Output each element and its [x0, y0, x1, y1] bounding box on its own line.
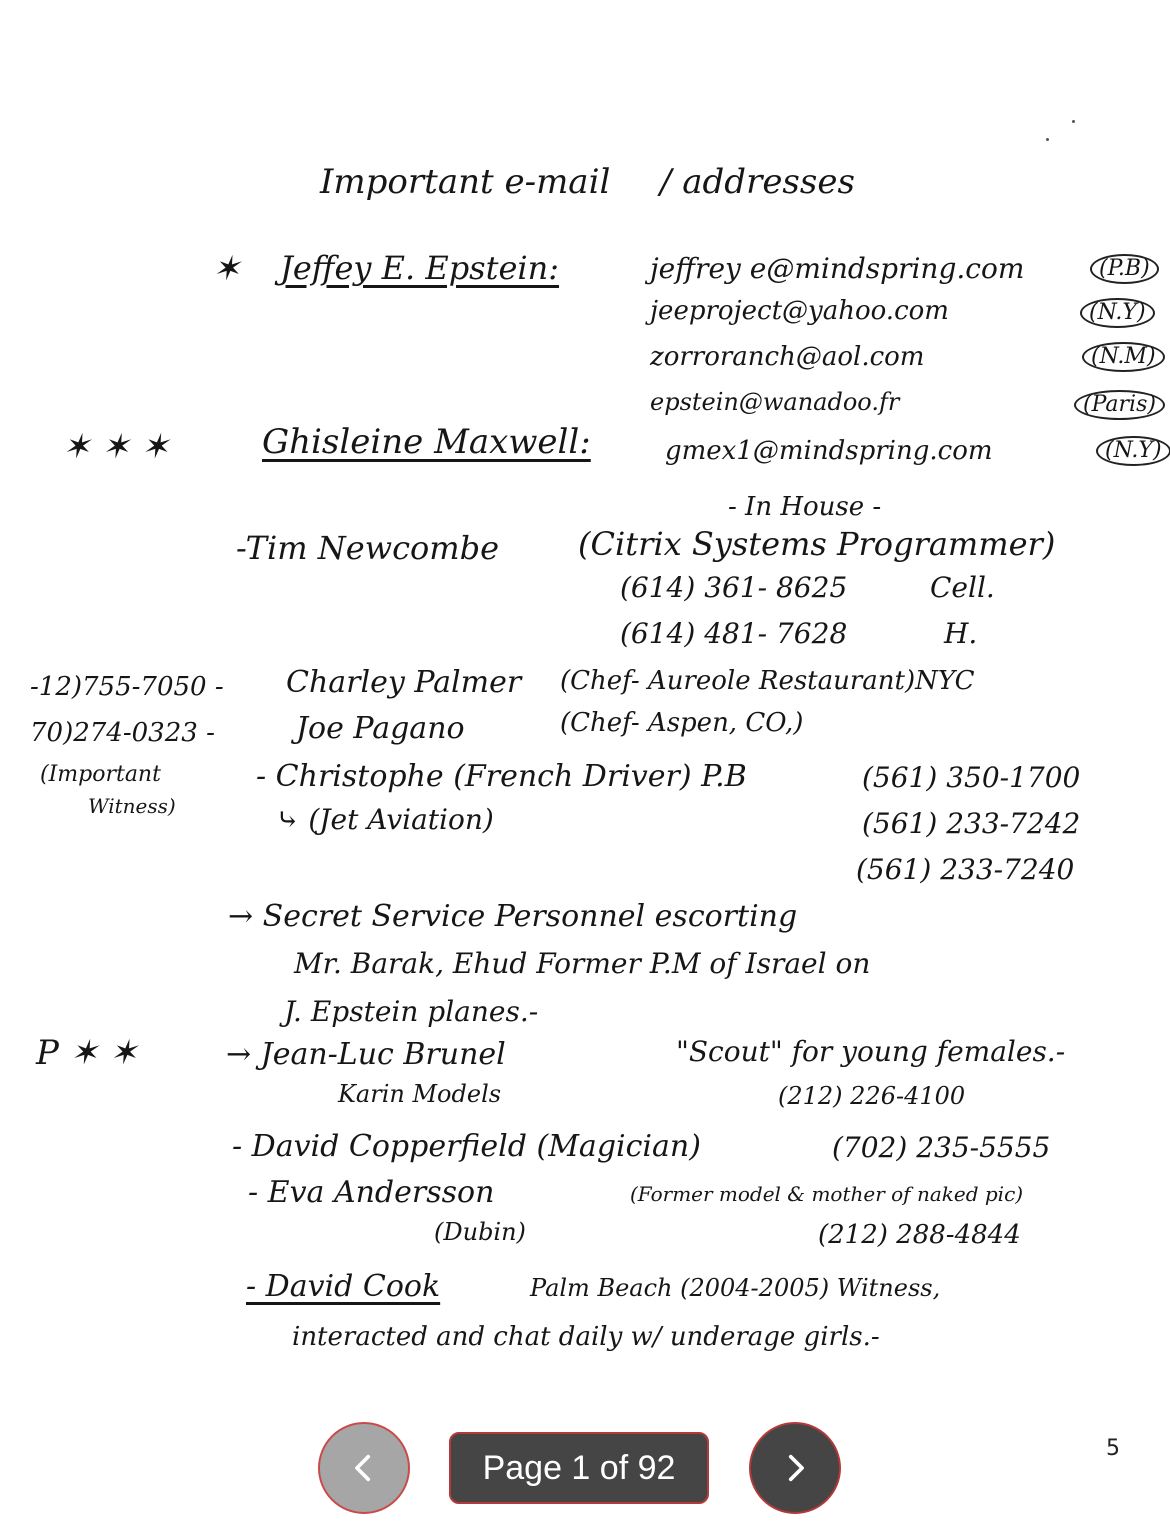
pagano-name: Joe Pagano [296, 711, 465, 746]
in-house-label: - In House - [728, 492, 882, 522]
page-indicator [449, 1432, 709, 1504]
jet-aviation: ⤷ (Jet Aviation) [276, 803, 494, 836]
chevron-left-icon [347, 1451, 381, 1485]
scan-speck [1046, 138, 1049, 141]
copperfield-name: - David Copperfield (Magician) [232, 1129, 701, 1164]
newcombe-phone-1-type: Cell. [930, 571, 995, 604]
epstein-loc-3: (N.M) [1082, 342, 1165, 372]
pagano-role: (Chef- Aspen, CO,) [560, 708, 804, 738]
palmer-role: (Chef- Aureole Restaurant)NYC [560, 666, 975, 696]
palmer-name: Charley Palmer [286, 665, 522, 700]
maxwell-loc: (N.Y) [1096, 436, 1170, 466]
newcombe-role: (Citrix Systems Programmer) [578, 525, 1056, 563]
brunel-role: "Scout" for young females.- [676, 1035, 1066, 1068]
epstein-loc-2: (N.Y) [1080, 298, 1155, 328]
brunel-phone: (212) 226-4100 [778, 1082, 966, 1110]
brunel-agency: Karin Models [338, 1080, 502, 1108]
important-witness-note-2: Witness) [88, 794, 176, 818]
palmer-phone: -12)755-7050 - [30, 672, 224, 702]
brunel-marker: P ✶ ✶ [36, 1033, 138, 1073]
cook-line-2: interacted and chat daily w/ underage girls.- [292, 1322, 880, 1352]
andersson-phone: (212) 288-4844 [818, 1220, 1021, 1250]
star-marker: ✶ [212, 249, 241, 289]
previous-page-button[interactable] [318, 1422, 410, 1514]
maxwell-name: Ghisleine Maxwell: [262, 422, 591, 462]
christophe-phone-2: (561) 233-7242 [862, 807, 1081, 840]
maxwell-email: gmex1@mindspring.com [665, 436, 993, 466]
newcombe-phone-2: (614) 481- 7628 [620, 617, 848, 650]
chevron-right-icon [778, 1451, 812, 1485]
brunel-name: → Jean-Luc Brunel [226, 1037, 506, 1072]
newcombe-phone-2-type: H. [944, 617, 978, 650]
epstein-name: Jeffey E. Epstein: [280, 249, 560, 287]
epstein-email-2: jeeproject@yahoo.com [650, 296, 949, 326]
newcombe-name: -Tim Newcombe [236, 529, 500, 567]
title-important-email: Important e-mail [320, 162, 611, 202]
next-page-button[interactable] [749, 1422, 841, 1514]
christophe-name: - Christophe (French Driver) P.B [256, 759, 747, 794]
pagano-phone: 70)274-0323 - [30, 718, 215, 748]
andersson-role: (Former model & mother of naked pic) [630, 1182, 1024, 1206]
epstein-email-3: zorroranch@aol.com [650, 342, 925, 372]
stars-marker: ✶ ✶ ✶ [62, 427, 170, 467]
andersson-city: (Dubin) [434, 1218, 526, 1246]
secret-service-line-2: Mr. Barak, Ehud Former P.M of Israel on [294, 947, 871, 980]
title-addresses: / addresses [660, 162, 855, 202]
christophe-phone-3: (561) 233-7240 [856, 853, 1075, 886]
newcombe-phone-1: (614) 361- 8625 [620, 571, 848, 604]
secret-service-line-1: → Secret Service Personnel escorting [228, 899, 798, 934]
epstein-loc-4: (Paris) [1074, 390, 1165, 420]
epstein-loc-1: (P.B) [1090, 254, 1159, 284]
christophe-phone-1: (561) 350-1700 [862, 761, 1081, 794]
cook-name: - David Cook [246, 1269, 441, 1304]
epstein-email-4: epstein@wanadoo.fr [650, 388, 900, 416]
scan-speck [1072, 120, 1075, 123]
cook-details: Palm Beach (2004-2005) Witness, [530, 1274, 941, 1302]
epstein-email-1: jeffrey e@mindspring.com [650, 252, 1025, 285]
copperfield-phone: (702) 235-5555 [832, 1131, 1051, 1164]
page-indicator-text: Page 1 of 92 [482, 1448, 676, 1487]
page-corner-number: 5 [1106, 1436, 1120, 1461]
important-witness-note-1: (Important [40, 762, 161, 787]
andersson-name: - Eva Andersson [248, 1175, 495, 1210]
secret-service-line-3: J. Epstein planes.- [284, 995, 539, 1028]
